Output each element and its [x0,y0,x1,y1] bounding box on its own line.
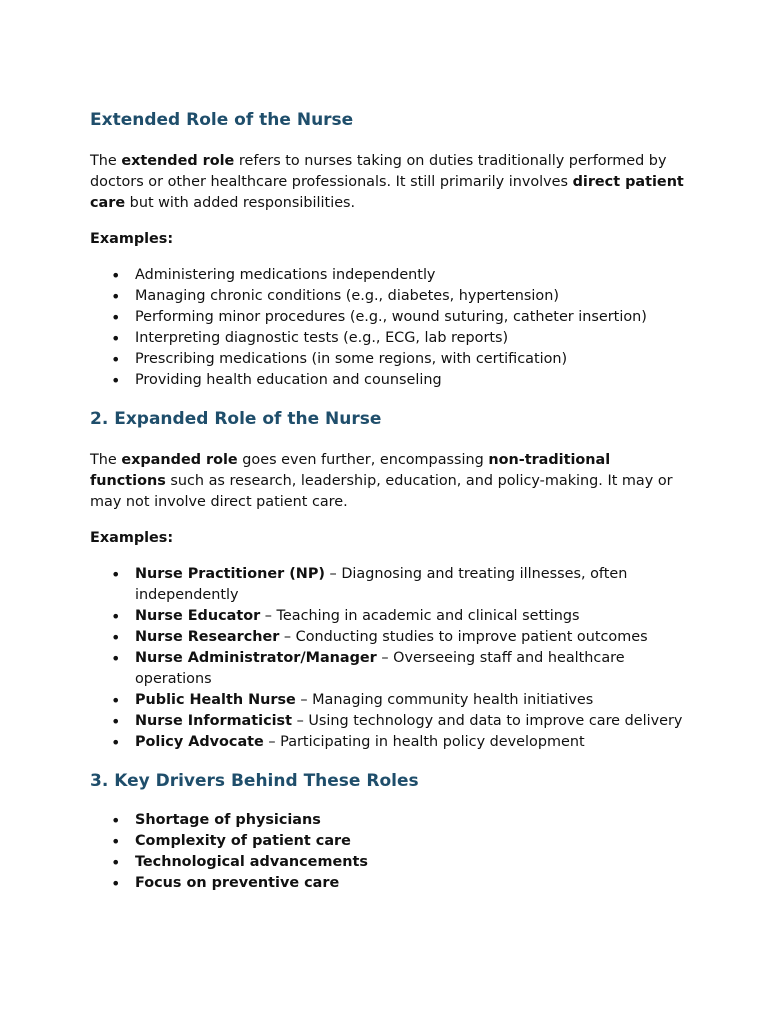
role-description: – Participating in health policy development [263,734,585,750]
list-item: • Interpreting diagnostic tests (e.g., ECG, lab reports) [90,328,690,349]
section-title-expanded-role: 2. Expanded Role of the Nurse [90,409,382,429]
paragraph-bold: extended role [121,153,235,169]
role-term: Policy Advocate [135,734,264,750]
paragraph-text: such as research, leadership, education, and policy-making. It may or may not involve direct patient care. [90,473,673,510]
paragraph-text: but with added responsibilities. [125,195,356,211]
list-item [90,711,690,732]
list-item [90,810,690,831]
list-item: • Prescribing medications (in some regions, with certification) [90,349,690,370]
expanded-role-paragraph [90,450,690,513]
examples-label-text: Examples: [90,231,174,247]
section-title-key-drivers: 3. Key Drivers Behind These Roles [90,771,419,791]
role-description: – Managing community health initiatives [295,692,594,708]
list-item [90,852,690,873]
examples-label-text: Examples: [90,530,174,546]
paragraph-bold: non-traditional functions [90,452,611,489]
role-term: Nurse Administrator/Manager [135,650,377,666]
list-item [90,648,690,690]
driver-text: Technological advancements [135,854,368,870]
driver-text: Focus on preventive care [135,875,340,891]
document-page [90,108,690,894]
role-term: Nurse Informaticist [135,713,292,729]
role-description: – Diagnosing and treating illnesses, often independently [135,566,628,603]
expanded-role-examples-list [90,564,690,753]
paragraph-bold: direct patient care [90,174,684,211]
role-description: – Conducting studies to improve patient outcomes [279,629,648,645]
section-title-extended-role: Extended Role of the Nurse [90,110,354,130]
driver-text: Shortage of physicians [135,812,321,828]
paragraph-bold: expanded role [121,452,238,468]
role-term: Nurse Educator [135,608,261,624]
paragraph-text: The [90,153,122,169]
paragraph-text: goes even further, encompassing [237,452,489,468]
role-term: Nurse Practitioner (NP) [135,566,325,582]
list-item: • Performing minor procedures (e.g., wound suturing, catheter insertion) [90,307,690,328]
role-description: – Teaching in academic and clinical settings [260,608,580,624]
driver-text: Complexity of patient care [135,833,351,849]
list-item [90,873,690,894]
paragraph-text: refers to nurses taking on duties traditionally performed by doctors or other healthcare professionals. It still primarily involves [90,153,667,190]
list-item [90,606,690,627]
list-item [90,732,690,753]
role-description: – Overseeing staff and healthcare operations [135,650,625,687]
role-term: Nurse Researcher [135,629,280,645]
list-item [90,564,690,606]
role-term: Public Health Nurse [135,692,296,708]
extended-role-examples-list [90,265,690,391]
paragraph-text: The [90,452,122,468]
list-item [90,831,690,852]
list-item: • Administering medications independently [90,265,690,286]
examples-label [90,229,690,250]
list-item [90,627,690,648]
extended-role-paragraph [90,151,690,214]
role-description: – Using technology and data to improve care delivery [292,713,683,729]
examples-label [90,528,690,549]
list-item [90,690,690,711]
key-drivers-list [90,810,690,894]
list-item: • Providing health education and counseling [90,370,690,391]
list-item: • Managing chronic conditions (e.g., diabetes, hypertension) [90,286,690,307]
